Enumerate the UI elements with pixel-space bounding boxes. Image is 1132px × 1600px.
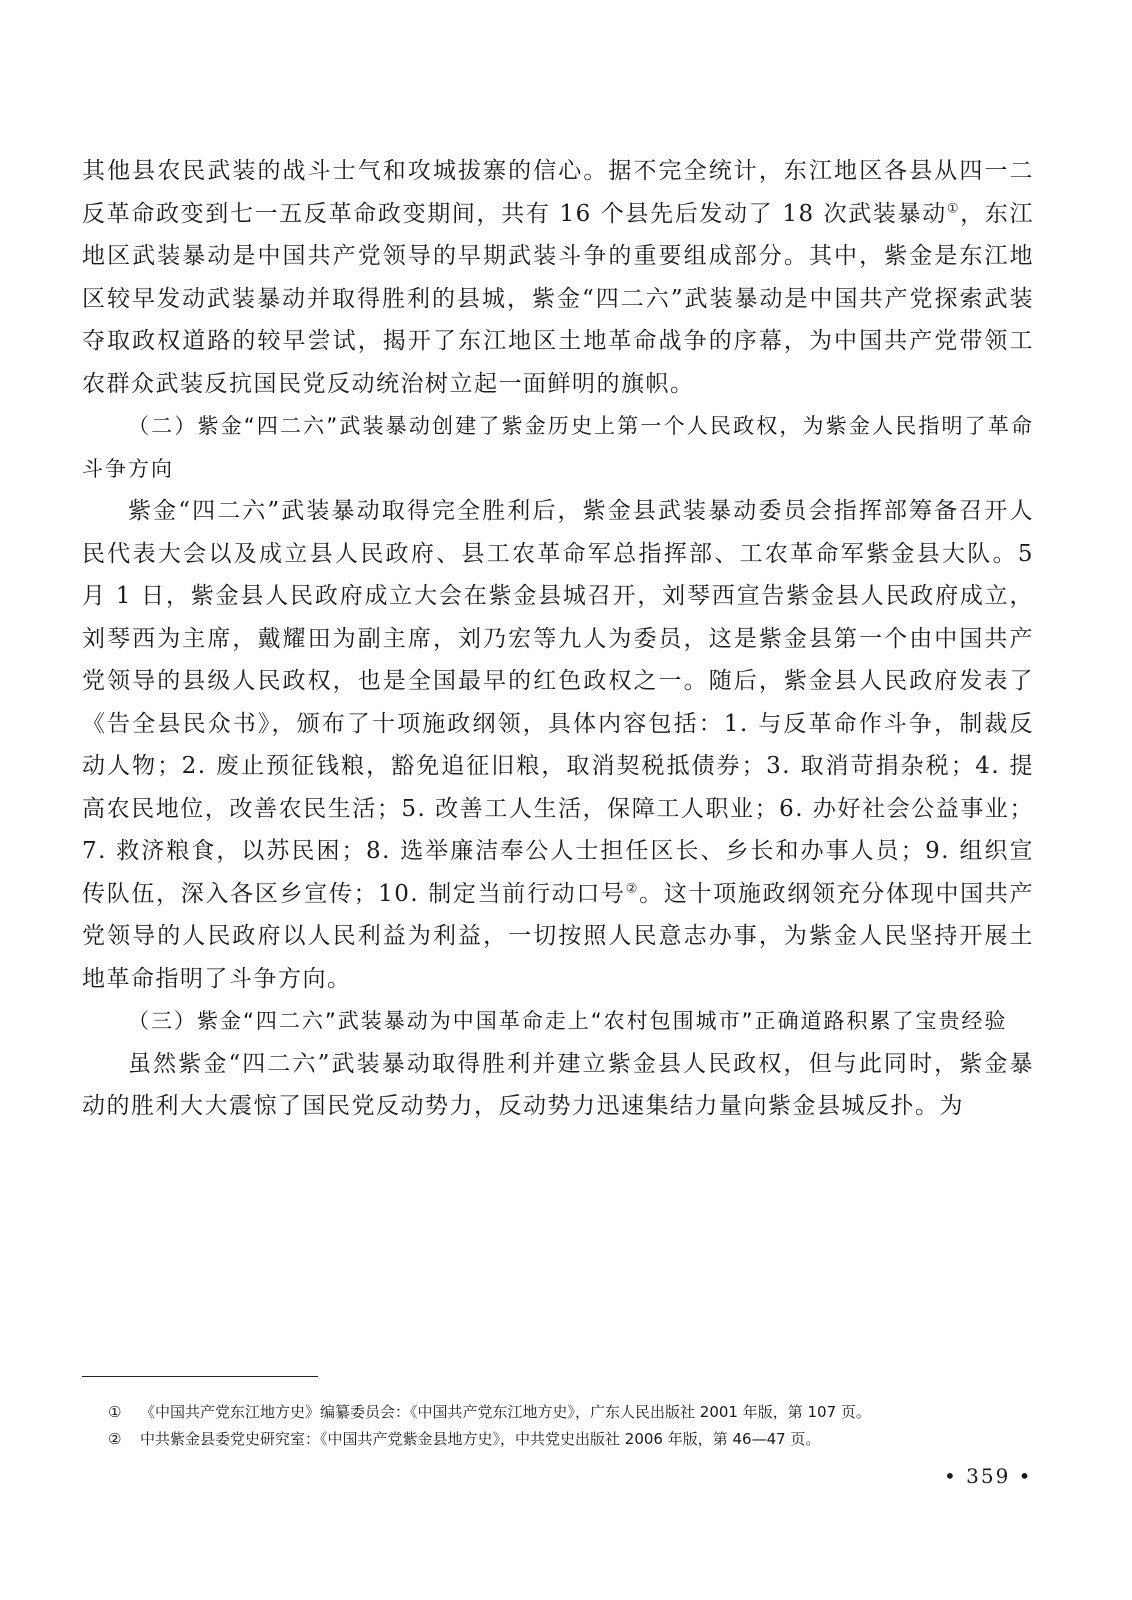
footnote-ref-2: ②: [625, 880, 640, 896]
paragraph-1: [82, 150, 1034, 405]
paragraph-2-text-cont: 。这十项施政纲领充分体现中国共产党领导的人民政府以人民利益为利益，一切按照人民意志办事，为紫金人民坚持开展土地革命指明了斗争方向。: [82, 880, 1035, 992]
footnote-ref-1: ①: [946, 200, 961, 216]
footnote-2-text: 中共紫金县委党史研究室：《中国共产党紫金县地方史》，中共党史出版社 2006 年版，第 46—47 页。: [140, 1430, 821, 1448]
footnote-2: [108, 1426, 1028, 1453]
footnote-1-mark: ①: [108, 1403, 122, 1421]
footnote-2-mark: ②: [108, 1430, 122, 1448]
paragraph-1-text: 其他县农民武装的战斗士气和攻城拔寨的信心。据不完全统计，东江地区各县从四一二反革命政变到七一五反革命政变期间，共有 16 个县先后发动了 18 次武装暴动: [82, 158, 1034, 227]
section-heading-2: （二）紫金“四二六”武装暴动创建了紫金历史上第一个人民政权，为紫金人民指明了革命斗争方向: [82, 414, 1034, 481]
page-number: • 359 •: [944, 1464, 1033, 1488]
paragraph-3: [82, 1043, 1034, 1128]
paragraph-2-text: 紫金“四二六”武装暴动取得完全胜利后，紫金县武装暴动委员会指挥部筹备召开人民代表大会以及成立县人民政府、县工农革命军总指挥部、工农革命军紫金县大队。5 月 1 日，紫金县人民政府成立大会在紫金县城召开，刘琴西宣告紫金县人民政府成立，刘琴西为主席，戴耀田为副主席，刘乃宏等九人为委员，这是紫金县第一个由中国共产党领导的县级人民政权，也是全国最早的红色政权之一。随后，紫金县人民政府发表了《告全县民众书》，颁布了十项施政纲领，具体内容包括：1. 与反革命作斗争，制裁反动人物；2. 废止预征钱粮，豁免追征旧粮，取消契税抵债券；3. 取消苛捐杂税；4. 提高农民地位，改善农民生活；5. 改善工人生活，保障工人职业；6. 办好社会公益事业；7. 救济粮食，以苏民困；8. 选举廉洁奉公人士担任区长、乡长和办事人员；9. 组织宣传队伍，深入各区乡宣传；10. 制定当前行动口号: [82, 498, 1034, 907]
footnote-1: [108, 1399, 1028, 1426]
section-heading-3: （三）紫金“四二六”武装暴动为中国革命走上“农村包围城市”正确道路积累了宝贵经验: [128, 1009, 1008, 1033]
footnote-1-text: 《中国共产党东江地方史》编纂委员会：《中国共产党东江地方史》，广东人民出版社 2001 年版，第 107 页。: [140, 1403, 871, 1421]
footnotes: [108, 1399, 1028, 1453]
paragraph-2: [82, 490, 1034, 1000]
body-text: [82, 150, 1034, 1128]
footnote-divider: [82, 1376, 318, 1377]
paragraph-1-text-cont: ，东江地区武装暴动是中国共产党领导的早期武装斗争的重要组成部分。其中，紫金是东江地区较早发动武装暴动并取得胜利的县城，紫金“四二六”武装暴动是中国共产党探索武装夺取政权道路的较早尝试，揭开了东江地区土地革命战争的序幕，为中国共产党带领工农群众武装反抗国民党反动统治树立起一面鲜明的旗帜。: [82, 200, 1035, 397]
paragraph-3-text: 虽然紫金“四二六”武装暴动取得胜利并建立紫金县人民政权，但与此同时，紫金暴动的胜利大大震惊了国民党反动势力，反动势力迅速集结力量向紫金县城反扑。为: [82, 1050, 1034, 1119]
